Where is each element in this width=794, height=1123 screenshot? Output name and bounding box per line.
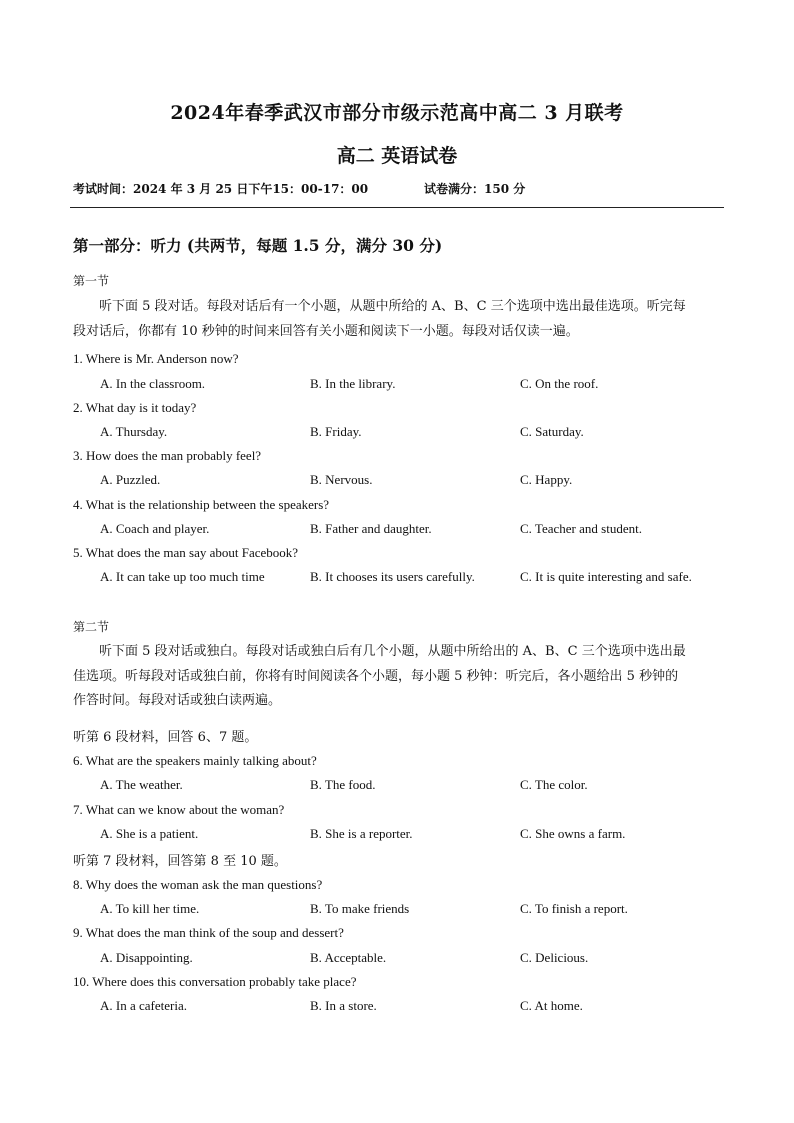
option-3c: C. Happy. — [520, 472, 573, 487]
question-3: 3. How does the man probably feel? — [73, 448, 262, 463]
section2-instructions — [73, 640, 725, 714]
option-2c: C. Saturday. — [520, 424, 584, 439]
option-4c: C. Teacher and student. — [520, 521, 642, 536]
option-8b: B. To make friends — [310, 901, 410, 916]
exam-title: 2024年春季武汉市部分市级示范高中高二 3 月联考 — [170, 102, 624, 124]
option-5b: B. It chooses its users carefully. — [310, 569, 475, 584]
material-7-note: 听第 7 段材料，回答第 8 至 10 题。 — [73, 854, 287, 869]
instruction-line: 听下面 5 段对话。每段对话后有一个小题，从题中所给的 A、B、C 三个选项中选出最佳选项。听完每 — [99, 299, 686, 314]
question-1: 1. Where is Mr. Anderson now? — [73, 351, 239, 366]
exam-time: 考试时间：2024 年 3 月 25 日下午15：00-17：00 — [73, 182, 369, 196]
question-5: 5. What does the man say about Facebook? — [73, 545, 299, 560]
question-6: 6. What are the speakers mainly talking about? — [73, 753, 317, 768]
question-9: 9. What does the man think of the soup and dessert? — [73, 925, 344, 940]
option-8c: C. To finish a report. — [520, 901, 628, 916]
option-9b: B. Acceptable. — [310, 950, 387, 965]
option-6c: C. The color. — [520, 777, 588, 792]
section1-instructions — [73, 295, 725, 344]
section1-label: 第一节 — [73, 274, 110, 288]
question-8: 8. Why does the woman ask the man questions? — [73, 877, 323, 892]
option-1b: B. In the library. — [310, 376, 396, 391]
option-10a: A. In a cafeteria. — [100, 998, 187, 1013]
option-7b: B. She is a reporter. — [310, 826, 413, 841]
option-5a: A. It can take up too much time — [100, 569, 265, 584]
option-1a: A. In the classroom. — [100, 376, 206, 391]
instruction-line: 段对话后，你都有 10 秒钟的时间来回答有关小题和阅读下一小题。每段对话仅读一遍。 — [73, 323, 579, 339]
question-2: 2. What day is it today? — [73, 400, 197, 415]
section2-label: 第二节 — [73, 620, 110, 634]
option-10b: B. In a store. — [310, 998, 377, 1013]
header-divider — [70, 207, 724, 208]
instruction-line: 佳选项。听每段对话或独白前，你将有时间阅读各个小题，每小题 5 秒钟：听完后，各小题给出 5 秒钟的 — [73, 668, 679, 684]
part1-heading: 第一部分：听力 (共两节，每题 1.5 分，满分 30 分) — [73, 236, 443, 255]
option-6b: B. The food. — [310, 777, 376, 792]
option-4b: B. Father and daughter. — [310, 521, 432, 536]
option-10c: C. At home. — [520, 998, 583, 1013]
option-1c: C. On the roof. — [520, 376, 599, 391]
exam-subtitle: 高二 英语试卷 — [336, 145, 458, 167]
option-9c: C. Delicious. — [520, 950, 589, 965]
question-10: 10. Where does this conversation probably take place? — [73, 974, 357, 989]
material-6-note: 听第 6 段材料，回答 6、7 题。 — [73, 730, 258, 745]
instruction-line: 听下面 5 段对话或独白。每段对话或独白后有几个小题，从题中所给出的 A、B、C 三个选项中选出最 — [99, 644, 686, 659]
option-7a: A. She is a patient. — [100, 826, 199, 841]
option-8a: A. To kill her time. — [100, 901, 200, 916]
question-4: 4. What is the relationship between the speakers? — [73, 497, 330, 512]
option-7c: C. She owns a farm. — [520, 826, 626, 841]
option-6a: A. The weather. — [100, 777, 183, 792]
question-7: 7. What can we know about the woman? — [73, 802, 285, 817]
option-3a: A. Puzzled. — [100, 472, 161, 487]
option-2a: A. Thursday. — [100, 424, 168, 439]
instruction-line: 作答时间。每段对话或独白读两遍。 — [73, 693, 282, 708]
option-5c: C. It is quite interesting and safe. — [520, 569, 692, 584]
option-3b: B. Nervous. — [310, 472, 373, 487]
option-4a: A. Coach and player. — [100, 521, 210, 536]
option-2b: B. Friday. — [310, 424, 362, 439]
full-score: 试卷满分：150 分 — [424, 182, 526, 196]
option-9a: A. Disappointing. — [100, 950, 193, 965]
